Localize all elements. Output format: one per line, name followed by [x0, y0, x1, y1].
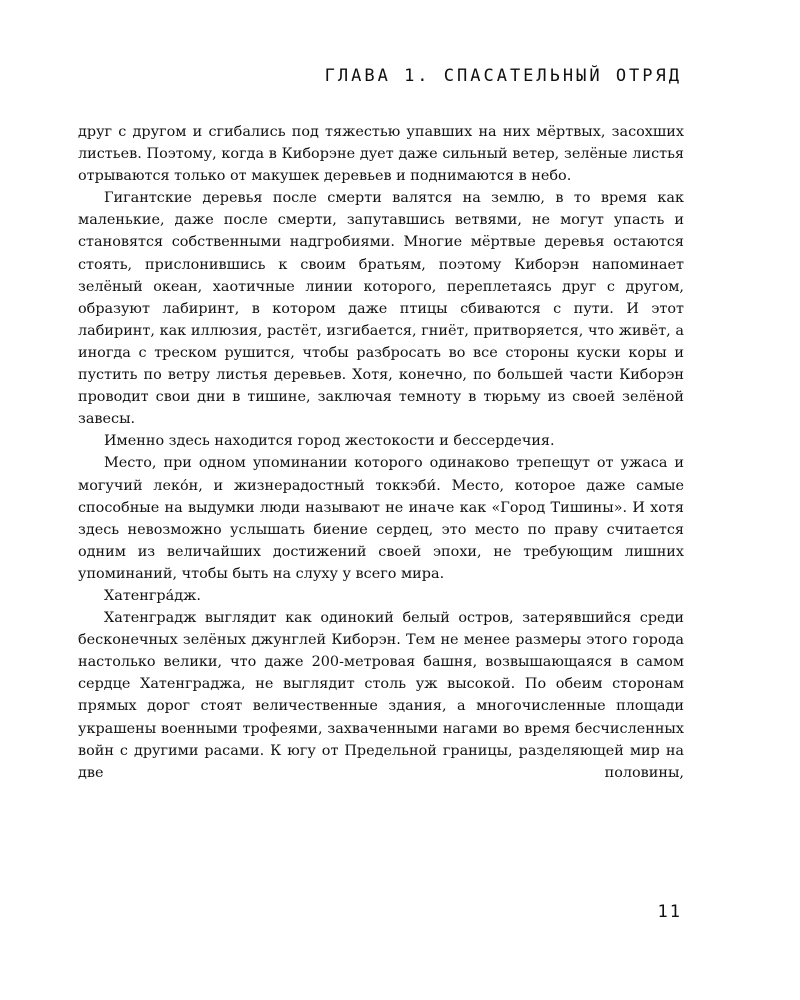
body-text	[78, 121, 684, 784]
paragraph-4: Место, при одном упоминании которого одинаково трепещут от ужаса и могучий леко́н, и жизнерадостный токкэби́. Место, которое даже самые способные на выдумки люди называют не иначе как «Город Тишины». И хотя здесь невозможно услышать биение сердец, это место по праву считается одним из величайших достижений своей эпохи, не требующим лишних упоминаний, чтобы быть на слуху у всего мира.	[78, 455, 684, 582]
paragraph-1: друг с другом и сгибались под тяжестью упавших на них мёртвых, засохших листьев. Поэтому, когда в Киборэне дует даже сильный ветер, зелёные листья отрываются только от макушек деревьев и поднимаются в небо.	[78, 124, 684, 185]
paragraph-5: Хатенгра́дж.	[104, 587, 201, 604]
paragraph-2: Гигантские деревья после смерти валятся на землю, в то время как маленькие, даже после смерти, запутавшись ветвями, не могут упасть и становятся собственными надгробиями. Многие мёртвые деревья остаются стоять, прислонившись к своим братьям, поэтому Киборэн напоминает зелёный океан, хаотичные линии которого, переплетаясь друг с другом, образуют лабиринт, в котором даже птицы сбиваются с пути. И этот лабиринт, как иллюзия, растёт, изгибается, гниёт, притворяется, что живёт, а иногда с треском рушится, чтобы разбросать во все стороны куски коры и пустить по ветру листья деревьев. Хотя, конечно, по большей части Киборэн проводит свои дни в тишине, заключая темноту в тюрьму из своей зелёной завесы.	[78, 190, 684, 428]
paragraph-6: Хатенградж выглядит как одинокий белый остров, затерявшийся среди бесконечных зелёных джунглей Киборэн. Тем не менее размеры этого города настолько велики, что даже 200-метровая башня, возвышающаяся в самом сердце Хатенграджа, не выглядит столь уж высокой. По обеим сторонам прямых дорог стоят величественные здания, а многочисленные площади украшены военными трофеями, захваченными нагами во время бесчисленных войн с другими расами. К югу от Предельной границы, разделяющей мир на две половины,	[78, 610, 684, 781]
running-head: ГЛАВА 1. СПАСАТЕЛЬНЫЙ ОТРЯД	[324, 66, 682, 86]
page-number: 11	[657, 902, 682, 922]
paragraph-3: Именно здесь находится город жестокости и бессердечия.	[104, 433, 555, 450]
